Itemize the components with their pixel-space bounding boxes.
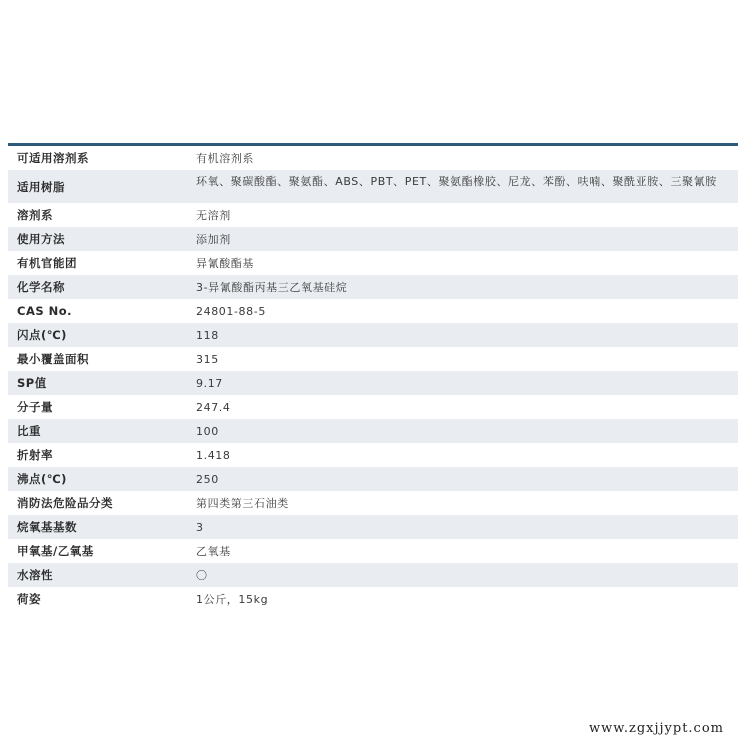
table-row: [8, 539, 738, 563]
row-label: 溶剂系: [17, 208, 53, 222]
table-row: [8, 146, 738, 170]
row-label: 比重: [17, 424, 41, 438]
row-value: 乙氧基: [196, 544, 231, 558]
row-value: 有机溶剂系: [196, 151, 254, 165]
row-label: 使用方法: [17, 232, 65, 246]
row-value: 118: [196, 328, 219, 342]
row-value: 1公斤，15kg: [196, 592, 269, 606]
row-value: 环氧、聚碳酸酯、聚氨酯、ABS、PBT、PET、聚氨酯橡胶、尼龙、苯酚、呋喃、聚酰亚胺、三聚氰胺: [196, 175, 717, 188]
row-value: 247.4: [196, 400, 231, 414]
row-value: 9.17: [196, 376, 223, 390]
row-label: 水溶性: [17, 568, 53, 582]
row-value: 315: [196, 352, 219, 366]
table-row: [8, 467, 738, 491]
row-label: 荷姿: [17, 592, 41, 606]
table-row: [8, 491, 738, 515]
table-row: [8, 323, 738, 347]
row-label: 消防法危险品分类: [17, 496, 113, 510]
table-row: [8, 371, 738, 395]
row-label: 甲氧基/乙氧基: [17, 544, 94, 558]
table-row: [8, 203, 738, 227]
table-row: [8, 563, 738, 587]
row-label: 分子量: [17, 400, 53, 414]
row-value: 3-异氰酸酯丙基三乙氧基硅烷: [196, 280, 348, 294]
row-value: 3: [196, 520, 204, 534]
spec-table: [8, 143, 738, 611]
row-label: 有机官能团: [17, 256, 77, 270]
table-row: [8, 443, 738, 467]
row-label: 折射率: [17, 448, 53, 462]
row-label: 最小覆盖面积: [17, 352, 89, 366]
table-row: [8, 227, 738, 251]
table-row: [8, 347, 738, 371]
row-value: 24801-88-5: [196, 304, 266, 318]
row-value: 1.418: [196, 448, 231, 462]
row-value: 添加剂: [196, 232, 231, 246]
row-label: 可适用溶剂系: [17, 151, 89, 165]
row-label: 适用树脂: [17, 179, 65, 194]
row-value: 250: [196, 472, 219, 486]
site-watermark: www.zgxjjypt.com: [589, 721, 724, 736]
table-row: [8, 515, 738, 539]
table-row: [8, 170, 738, 203]
row-label: CAS No.: [17, 304, 73, 318]
table-row: [8, 275, 738, 299]
row-label: SP值: [17, 376, 47, 390]
table-row: [8, 299, 738, 323]
table-row: [8, 251, 738, 275]
row-value: 异氰酸酯基: [196, 256, 254, 270]
row-label: 烷氧基基数: [17, 520, 77, 534]
table-row: [8, 587, 738, 611]
table-row: [8, 419, 738, 443]
row-value: 无溶剂: [196, 208, 231, 222]
row-label: 闪点(℃): [17, 328, 67, 342]
row-value: 第四类第三石油类: [196, 496, 289, 510]
table-row: [8, 395, 738, 419]
row-value: 100: [196, 424, 219, 438]
row-label: 沸点(℃): [17, 472, 67, 486]
row-value: 〇: [196, 568, 208, 582]
row-label: 化学名称: [17, 280, 65, 294]
